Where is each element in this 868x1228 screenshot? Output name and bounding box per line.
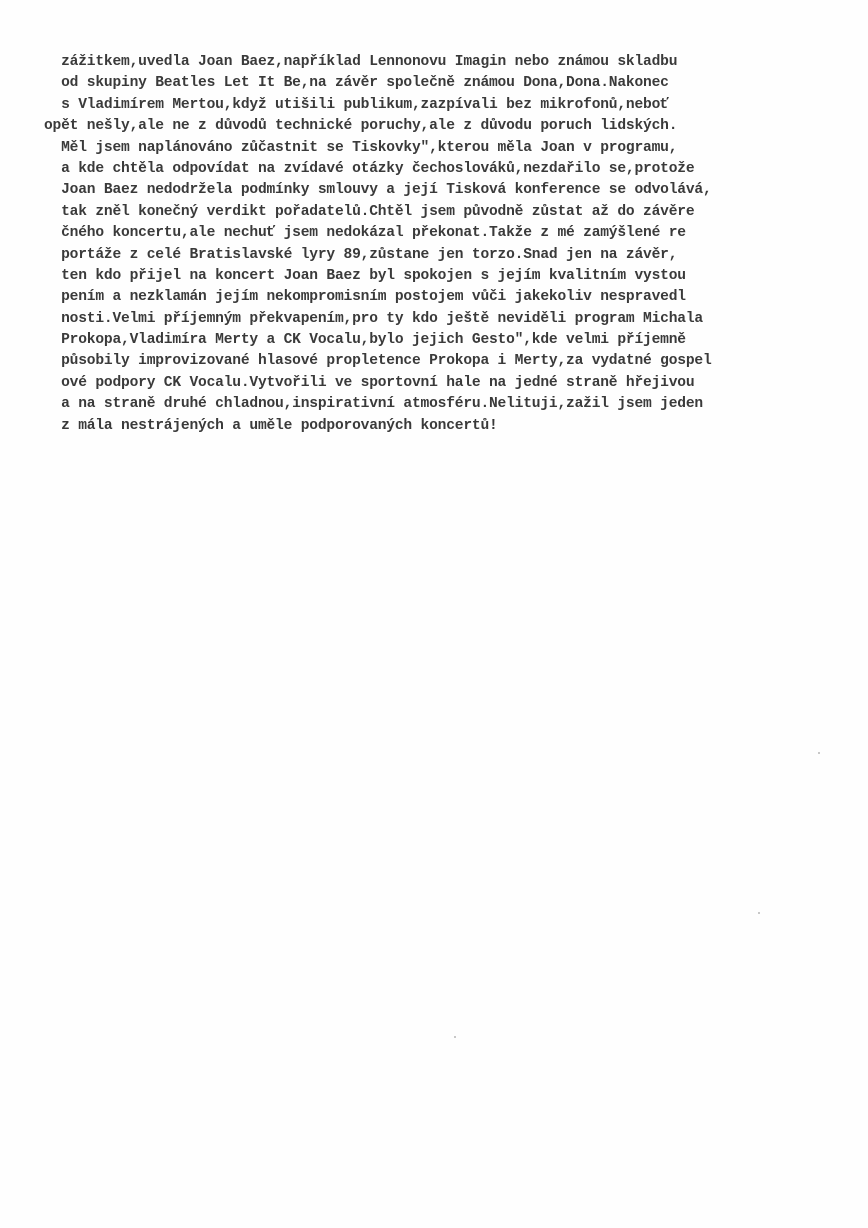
text-line-6: a kde chtěla odpovídat na zvídavé otázky čechoslováků,nezdařilo se,protože <box>44 160 695 177</box>
text-line-15: působily improvizované hlasové propletence Prokopa i Merty,za vydatné gospel <box>44 353 712 370</box>
text-line-10: portáže z celé Bratislavské lyry 89,zůstane jen torzo.Snad jen na závěr, <box>44 246 678 263</box>
text-line-7: Joan Baez nedodržela podmínky smlouvy a její Tisková konference se odvolává, <box>44 182 712 199</box>
text-line-12: pením a nezklamán jejím nekompromisním postojem vůči jakekoliv nespravedl <box>44 289 686 306</box>
text-line-3: s Vladimírem Mertou,když utišili publikum,zazpívali bez mikrofonů,neboť <box>44 96 669 113</box>
text-line-1: zážitkem,uvedla Joan Baez,například Lennonovu Imagin nebo známou skladbu <box>44 54 678 70</box>
text-line-5: Měl jsem naplánováno zůčastnit se Tiskovky",kterou měla Joan v programu, <box>44 139 678 156</box>
paper-speck <box>758 912 760 914</box>
text-line-2: od skupiny Beatles Let It Be,na závěr společně známou Dona,Dona.Nakonec <box>44 75 669 92</box>
text-line-17: a na straně druhé chladnou,inspirativní atmosféru.Nelituji,zažil jsem jeden <box>44 396 703 413</box>
paper-speck <box>818 752 820 754</box>
text-line-11: ten kdo přijel na koncert Joan Baez byl spokojen s jejím kvalitním vystou <box>44 267 686 284</box>
text-line-16: ové podpory CK Vocalu.Vytvořili ve sportovní hale na jedné straně hřejivou <box>44 374 695 391</box>
text-line-18: z mála nestrájených a uměle podporovaných koncertů! <box>44 417 498 434</box>
paper-speck <box>454 1036 456 1038</box>
text-line-8: tak zněl konečný verdikt pořadatelů.Chtěl jsem původně zůstat až do závěre <box>44 203 695 220</box>
text-line-14: Prokopa,Vladimíra Merty a CK Vocalu,bylo jejich Gesto",kde velmi příjemně <box>44 332 686 349</box>
typewritten-text-block <box>44 52 854 437</box>
text-line-9: čného koncertu,ale nechuť jsem nedokázal překonat.Takže z mé zamýšlené re <box>44 225 686 242</box>
text-line-4: opět nešly,ale ne z důvodů technické poruchy,ale z důvodu poruch lidských. <box>44 118 678 135</box>
text-line-13: nosti.Velmi příjemným překvapením,pro ty kdo ještě neviděli program Michala <box>44 310 703 327</box>
